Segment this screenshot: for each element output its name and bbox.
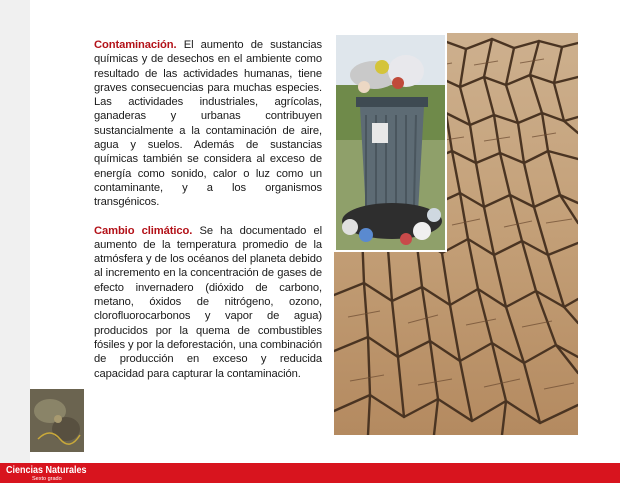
- footer-subtitle: Sexto grado: [32, 476, 62, 482]
- bottom-strip: [0, 483, 620, 501]
- paragraph-cambio-climatico-body: Se ha documentado el aumento de la temperatura promedio de la atmósfera y de los océanos del planeta debido al incremento en la concentración de gases de efecto invernadero (dióxido de carbono, metano, óxidos de nitrógeno, ozono, clorofluorocarbonos y vapor de agua) producidos por la quema de combustibles fósiles y por la deforestación, una combinación de producción en exceso y reducida capacidad para capturar la contaminación.: [94, 224, 323, 380]
- trash-can-image: [334, 33, 447, 252]
- footer-title: Ciencias Naturales: [6, 465, 87, 476]
- left-margin-band: [0, 0, 30, 464]
- paragraph-contaminacion-body: El aumento de sustancias químicas y de desechos en el ambiente como resultado de las actividades humanas, tiene graves consecuencias para muchas especies. Las actividades industriales, agrícolas, ganaderas y urbanas contribuyen sustancialmente a la contaminación de aire, agua y suelos. Además de sustancias químicas también se considera al exceso de energía como sonido, calor o luz como un contaminante, y a los organismos transgénicos.: [94, 39, 322, 209]
- footer-bar: [0, 463, 620, 483]
- text-column: [94, 38, 322, 381]
- paragraph-contaminacion: [94, 38, 322, 210]
- term-contaminacion: Contaminación.: [94, 39, 177, 51]
- thumbnail-image: [30, 389, 84, 452]
- paragraph-cambio-climatico: [94, 224, 322, 381]
- term-cambio-climatico: Cambio climático.: [94, 224, 193, 237]
